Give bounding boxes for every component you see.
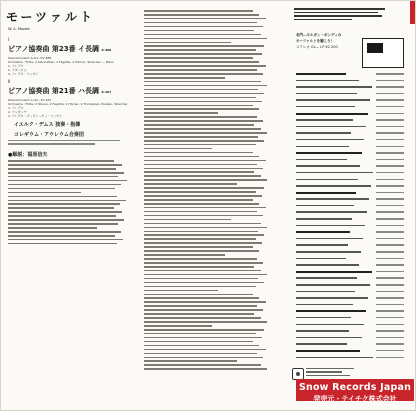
text-line xyxy=(144,227,267,229)
text-line xyxy=(8,215,116,217)
side-a-mark: Ⅰ xyxy=(8,37,10,42)
text-line xyxy=(144,18,266,20)
catalog-row xyxy=(292,349,408,356)
text-line xyxy=(144,97,256,99)
text-line xyxy=(144,195,262,197)
text-line xyxy=(8,243,117,245)
work1-instrumentation: Orchestra : Flöte, 2 Klarinetten, 2 Fagotte, 2 Hörner, Streicher — Piano xyxy=(8,60,114,64)
work1-movement-3: 3. アレグロ・アッサイ xyxy=(8,72,39,76)
catalog-row xyxy=(292,92,408,99)
text-line xyxy=(8,164,122,166)
right-header-text xyxy=(294,6,390,24)
catalog-row xyxy=(292,243,408,250)
catalog-row xyxy=(292,98,408,105)
catalog-row xyxy=(292,112,408,119)
text-line xyxy=(144,61,259,63)
text-line xyxy=(144,187,264,189)
catalog-row xyxy=(292,283,408,290)
text-line xyxy=(144,215,263,217)
text-line xyxy=(144,65,266,67)
text-line xyxy=(144,317,261,319)
text-line xyxy=(144,132,267,134)
text-line xyxy=(144,152,253,154)
text-line xyxy=(144,49,256,51)
text-line xyxy=(144,22,257,24)
liner-notes-heading: ●解説：福原信夫 xyxy=(8,151,48,158)
catalog-row xyxy=(292,210,408,217)
bottom-credits xyxy=(306,366,386,378)
text-line xyxy=(144,168,263,170)
text-line xyxy=(144,234,264,236)
catalog-row xyxy=(292,303,408,310)
text-line xyxy=(144,42,231,44)
text-line xyxy=(144,301,266,303)
catalog-row xyxy=(292,118,408,125)
text-line xyxy=(144,105,253,107)
text-line xyxy=(144,57,253,59)
price-line: ステレオ GL— LP ¥2,200 xyxy=(296,45,338,49)
work2-movement-3: 3. アレグロ・ヴィヴァーチェ・アッサイ xyxy=(8,114,62,118)
text-line xyxy=(144,179,267,181)
watermark-brand: Snow Records Japan xyxy=(298,382,412,393)
text-line xyxy=(8,160,114,162)
orchestra-credit: コレギウム・アウレウム合奏団 xyxy=(14,132,84,138)
text-line xyxy=(144,69,257,71)
text-line xyxy=(144,329,264,331)
text-line xyxy=(144,333,256,335)
text-line xyxy=(144,368,267,370)
text-line xyxy=(144,89,258,91)
text-line xyxy=(8,203,120,205)
text-line xyxy=(8,184,121,186)
text-line xyxy=(144,219,231,221)
text-line xyxy=(144,353,257,355)
text-line xyxy=(144,10,253,12)
text-line xyxy=(144,364,261,366)
text-line xyxy=(144,101,262,103)
text-line xyxy=(144,183,237,185)
catalog-row xyxy=(292,131,408,138)
text-line xyxy=(144,360,237,362)
text-line xyxy=(144,156,259,158)
catalog-row xyxy=(292,72,408,79)
work2-movement-2: 2. アンダンテ xyxy=(8,110,27,114)
text-line xyxy=(8,196,117,198)
watermark-publisher: 発売元・テイチク株式会社 xyxy=(313,395,397,403)
text-line xyxy=(8,239,123,241)
text-line xyxy=(144,124,254,126)
catalog-row xyxy=(292,316,408,323)
text-line xyxy=(144,341,253,343)
text-line xyxy=(144,349,266,351)
work2-subtitle: Klavierkonzert C-dur, KV 467 xyxy=(8,98,52,102)
text-line xyxy=(144,246,253,248)
text-line xyxy=(144,294,253,296)
catalog-row xyxy=(292,230,408,237)
text-line xyxy=(144,108,259,110)
catalog-row xyxy=(292,79,408,86)
text-line xyxy=(144,250,259,252)
catalog-row xyxy=(292,197,408,204)
catalog-row xyxy=(292,323,408,330)
text-line xyxy=(144,258,257,260)
text-line xyxy=(144,85,267,87)
text-line xyxy=(144,305,257,307)
text-line xyxy=(8,176,118,178)
catalog-row xyxy=(292,309,408,316)
text-line xyxy=(144,191,256,193)
text-line xyxy=(144,270,261,272)
snow-records-watermark xyxy=(296,379,414,401)
catalog-row xyxy=(292,257,408,264)
catalog-row xyxy=(292,276,408,283)
text-line xyxy=(144,203,259,205)
text-line xyxy=(144,171,254,173)
label-logo-box xyxy=(362,38,404,68)
catalog-row xyxy=(292,164,408,171)
left-column xyxy=(4,6,132,404)
catalog-row xyxy=(292,85,408,92)
composer-name: W. A. Mozart xyxy=(8,27,30,31)
liner-notes-text-middle xyxy=(144,10,268,370)
series-line-1: 名門…モルガン・ポンディの xyxy=(296,33,342,37)
text-line xyxy=(144,199,253,201)
catalog-list xyxy=(292,72,408,362)
catalog-row xyxy=(292,290,408,297)
text-line xyxy=(144,175,261,177)
text-line xyxy=(8,219,124,221)
recording-info-lines xyxy=(8,140,132,145)
catalog-row xyxy=(292,191,408,198)
text-line xyxy=(8,168,116,170)
text-line xyxy=(8,223,118,225)
performer-credit: イエルク・デムス 独奏・指揮 xyxy=(14,122,81,128)
catalog-row xyxy=(292,237,408,244)
text-line xyxy=(8,180,127,182)
text-line xyxy=(144,325,212,327)
catalog-row xyxy=(292,217,408,224)
text-line xyxy=(144,337,262,339)
side-b-mark: Ⅱ xyxy=(8,79,10,84)
text-line xyxy=(144,30,254,32)
text-line xyxy=(144,128,261,130)
catalog-row xyxy=(292,329,408,336)
text-line xyxy=(144,14,259,16)
text-line xyxy=(144,274,267,276)
catalog-row xyxy=(292,296,408,303)
text-line xyxy=(144,309,263,311)
text-line xyxy=(144,34,261,36)
text-line xyxy=(8,188,115,190)
text-line xyxy=(144,112,218,114)
text-line xyxy=(8,235,115,237)
catalog-row xyxy=(292,356,408,363)
label-logo-icon xyxy=(367,43,383,53)
text-line xyxy=(144,345,259,347)
work1-subtitle: Klavierkonzert A-dur, KV 488 xyxy=(8,56,52,60)
text-line xyxy=(8,200,126,202)
catalog-row xyxy=(292,250,408,257)
text-line xyxy=(144,140,264,142)
text-line xyxy=(144,26,263,28)
catalog-row xyxy=(292,138,408,145)
work2-movement-1: 1. アレグロ xyxy=(8,106,24,110)
work1-movement-1: 1. アレグロ xyxy=(8,64,24,68)
right-column xyxy=(286,0,416,411)
catalog-row xyxy=(292,145,408,152)
text-line xyxy=(144,116,257,118)
text-line xyxy=(144,136,258,138)
text-line xyxy=(144,144,256,146)
text-line xyxy=(144,81,261,83)
catalog-row xyxy=(292,342,408,349)
text-line xyxy=(144,242,262,244)
series-line-2: モーツァルトを聴こう！ xyxy=(296,39,335,43)
text-line xyxy=(144,238,256,240)
liner-notes-text-left xyxy=(8,160,128,244)
text-line xyxy=(8,227,97,229)
text-line xyxy=(144,53,262,55)
album-title: モーツァルト xyxy=(6,10,95,24)
text-line xyxy=(144,231,258,233)
text-line xyxy=(144,207,266,209)
text-line xyxy=(144,148,212,150)
catalog-row xyxy=(292,171,408,178)
text-line xyxy=(144,282,264,284)
text-line xyxy=(144,297,259,299)
text-line xyxy=(144,211,257,213)
text-line xyxy=(8,231,121,233)
work1-movement-2: 2. アダージョ xyxy=(8,68,27,72)
catalog-row xyxy=(292,105,408,112)
work2-instrumentation: Orchestra : Flöte, 2 Oboen, 2 Fagotte, 2 Hörner, 2 Trompeten, Pauken, Streicher xyxy=(8,102,128,106)
work2-title: ピアノ協奏曲 第21番 ハ長調 K.467 xyxy=(8,87,112,95)
text-line xyxy=(144,160,266,162)
text-line xyxy=(144,286,256,288)
catalog-row xyxy=(292,158,408,165)
catalog-row xyxy=(292,151,408,158)
text-line xyxy=(144,164,257,166)
work1-title: ピアノ協奏曲 第23番 イ長調 K.488 xyxy=(8,45,112,53)
text-line xyxy=(8,192,81,194)
text-line xyxy=(8,207,114,209)
text-line xyxy=(144,321,267,323)
text-line xyxy=(144,278,258,280)
text-line xyxy=(144,290,218,292)
text-line xyxy=(144,93,264,95)
catalog-row xyxy=(292,125,408,132)
text-line xyxy=(144,120,263,122)
text-line xyxy=(144,38,267,40)
text-line xyxy=(144,357,263,359)
catalog-row xyxy=(292,270,408,277)
text-line xyxy=(144,313,254,315)
catalog-row xyxy=(292,336,408,343)
text-line xyxy=(144,262,263,264)
catalog-row xyxy=(292,224,408,231)
text-line xyxy=(144,254,225,256)
text-line xyxy=(8,172,124,174)
text-line xyxy=(144,223,261,225)
text-line xyxy=(144,266,254,268)
catalog-row xyxy=(292,263,408,270)
middle-column xyxy=(142,6,270,404)
catalog-row xyxy=(292,204,408,211)
text-line xyxy=(144,77,225,79)
text-line xyxy=(8,211,122,213)
text-line xyxy=(144,73,263,75)
text-line xyxy=(144,45,264,47)
catalog-row xyxy=(292,178,408,185)
catalog-row xyxy=(292,184,408,191)
